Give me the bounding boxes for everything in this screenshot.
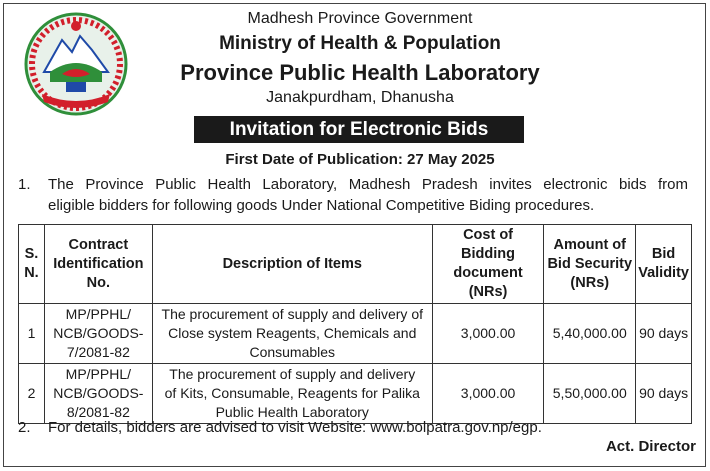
signer-title: Act. Director bbox=[605, 438, 696, 455]
ministry-name: Ministry of Health & Population bbox=[219, 33, 501, 54]
cell-description: The procurement of supply and delivery of Close system Reagents, Chemicals and Consumables bbox=[152, 304, 432, 364]
cell-description: The procurement of supply and delivery of Kits, Consumable, Reagents for Palika Public Health Laboratory bbox=[152, 364, 432, 424]
header-security: Amount of Bid Security (NRs) bbox=[544, 225, 636, 304]
bids-table bbox=[18, 224, 692, 424]
cell-sn: 2 bbox=[19, 364, 45, 424]
table-row bbox=[19, 364, 692, 424]
laboratory-name: Province Public Health Laboratory bbox=[180, 60, 540, 85]
header-cost: Cost of Bidding document (NRs) bbox=[432, 225, 544, 304]
cell-contract-id: MP/PPHL/ NCB/GOODS- 7/2081-82 bbox=[44, 304, 152, 364]
header-description: Description of Items bbox=[152, 225, 432, 304]
cell-validity: 90 days bbox=[636, 364, 692, 424]
invitation-text-line2: eligible bidders for following goods Under National Competitive Biding procedures. bbox=[48, 197, 595, 214]
cell-cost: 3,000.00 bbox=[432, 364, 544, 424]
notice-title: Invitation for Electronic Bids bbox=[194, 116, 524, 143]
cell-security: 5,40,000.00 bbox=[544, 304, 636, 364]
address: Janakpurdham, Dhanusha bbox=[266, 89, 454, 106]
cell-validity: 90 days bbox=[636, 304, 692, 364]
header-contract-id: Contract Identification No. bbox=[44, 225, 152, 304]
item-number: 1. bbox=[18, 176, 31, 193]
header-sn: S. N. bbox=[19, 225, 45, 304]
cell-cost: 3,000.00 bbox=[432, 304, 544, 364]
cell-contract-id: MP/PPHL/ NCB/GOODS- 8/2081-82 bbox=[44, 364, 152, 424]
table-row bbox=[19, 304, 692, 364]
details-text: For details, bidders are advised to visit Website: www.bolpatra.gov.np/egp. bbox=[48, 419, 542, 436]
nepal-emblem-icon bbox=[22, 10, 130, 118]
item-number: 2. bbox=[18, 419, 31, 436]
table-header-row bbox=[19, 225, 692, 304]
header-validity: Bid Validity bbox=[636, 225, 692, 304]
publication-date: First Date of Publication: 27 May 2025 bbox=[225, 151, 495, 168]
cell-sn: 1 bbox=[19, 304, 45, 364]
government-name: Madhesh Province Government bbox=[247, 10, 473, 27]
cell-security: 5,50,000.00 bbox=[544, 364, 636, 424]
invitation-text-line1: The Province Public Health Laboratory, Madhesh Pradesh invites electronic bids from bbox=[48, 176, 688, 193]
